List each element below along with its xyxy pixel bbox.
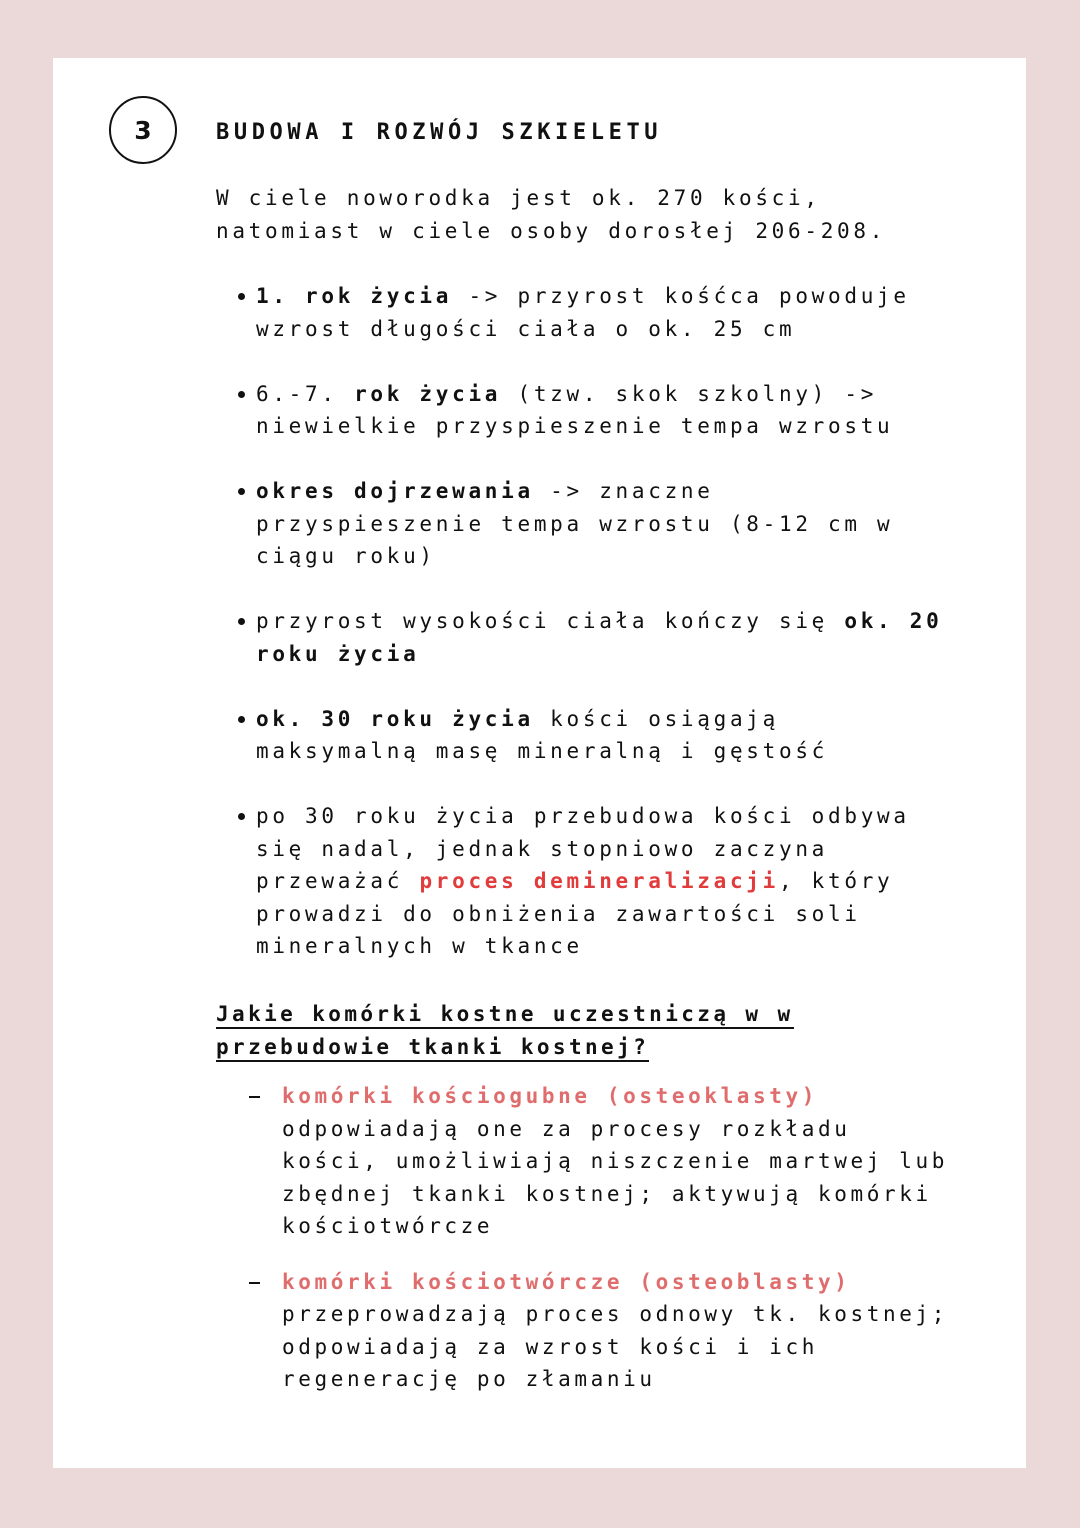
development-stages-list [236, 280, 996, 995]
text-segment: zbędnej tkanki kostnej; aktywują komórki [282, 1181, 932, 1206]
text-segment: prowadzi do obniżenia zawartości soli [256, 901, 861, 926]
emphasized-text: komórki kościotwórcze (osteoblasty) [282, 1269, 851, 1294]
text-segment: kościotwórcze [282, 1214, 494, 1238]
question-line: Jakie komórki kostne uczestniczą w w [216, 1002, 794, 1029]
text-segment: maksymalną masę mineralną i gęstość [256, 739, 829, 763]
text-segment: odpowiadają one za procesy rozkładu [282, 1116, 851, 1141]
text-segment: przyspieszenie tempa wzrostu (8-12 cm w [256, 511, 894, 536]
text-segment: -> znaczne [533, 479, 714, 503]
text-line [256, 898, 996, 931]
text-segment: -> przyrost kośćca powoduje [452, 284, 910, 308]
text-line [256, 508, 996, 541]
text-line [256, 313, 996, 346]
emphasized-text: rok życia [354, 381, 502, 406]
list-item [236, 378, 996, 443]
text-segment: kości, umożliwiają niszczenie martwej lub [282, 1149, 948, 1173]
bullet-icon [238, 813, 245, 820]
bullet-icon [238, 391, 245, 398]
question-line: przebudowie tkanki kostnej? [216, 1035, 649, 1062]
text-line [256, 280, 996, 313]
text-segment: się nadal, jednak stopniowo zaczyna [256, 836, 829, 861]
text-line [282, 1080, 1009, 1113]
emphasized-text: okres dojrzewania [256, 479, 534, 503]
text-line [256, 378, 996, 411]
text-segment: mineralnych w tkance [256, 934, 583, 958]
text-segment: 6.-7. [256, 381, 355, 406]
dash-icon [249, 1282, 260, 1284]
emphasized-text: ok. 20 [844, 609, 943, 633]
text-segment: przeważać [256, 869, 420, 893]
text-line [256, 605, 996, 638]
text-segment: odpowiadają za wzrost kości i ich [282, 1334, 819, 1359]
text-segment: niewielkie przyspieszenie tempa wzrostu [256, 414, 894, 438]
text-line [256, 930, 996, 963]
bullet-icon [238, 293, 245, 300]
text-segment: wzrost długości ciała o ok. 25 cm [256, 316, 796, 341]
section-number-badge [109, 96, 177, 164]
text-line [256, 735, 996, 768]
intro-line: W ciele noworodka jest ok. 270 kości, [216, 186, 821, 210]
text-line [282, 1145, 1009, 1178]
emphasized-text: proces demineralizacji [419, 869, 779, 893]
intro-line: natomiast w ciele osoby dorosłej 206-208. [216, 219, 887, 243]
text-line [282, 1298, 1009, 1331]
emphasized-text: ok. 30 roku życia [256, 706, 534, 731]
list-item [249, 1266, 1009, 1396]
text-segment: regenerację po złamaniu [282, 1367, 656, 1391]
list-item [236, 800, 996, 963]
text-line [256, 410, 996, 443]
text-line [256, 865, 996, 898]
section-number: 3 [134, 115, 152, 145]
dash-icon [249, 1096, 260, 1098]
text-segment: ciągu roku) [256, 544, 436, 568]
text-segment: po 30 roku życia przebudowa kości odbywa [256, 804, 910, 828]
bullet-icon [238, 618, 245, 625]
text-segment: przyrost wysokości ciała kończy się [256, 609, 845, 633]
text-line [256, 475, 996, 508]
emphasized-text: roku życia [256, 641, 420, 666]
text-line [256, 703, 996, 736]
text-line [282, 1178, 1009, 1211]
text-line [282, 1331, 1009, 1364]
text-line [282, 1113, 1009, 1146]
question-heading [216, 998, 794, 1064]
text-segment: kości osiągają [533, 706, 779, 731]
bone-cells-list [249, 1080, 1009, 1419]
page-title: BUDOWA I ROZWÓJ SZKIELETU [216, 120, 663, 145]
list-item [236, 703, 996, 768]
note-page [53, 58, 1026, 1468]
list-item [236, 280, 996, 345]
list-item [236, 605, 996, 670]
bullet-icon [238, 716, 245, 723]
text-line [256, 638, 996, 671]
emphasized-text: 1. rok życia [256, 284, 453, 308]
text-line [282, 1210, 1009, 1243]
text-line [256, 800, 996, 833]
text-line [282, 1266, 1009, 1299]
text-segment: (tzw. skok szkolny) -> [501, 381, 878, 406]
text-line [256, 540, 996, 573]
intro-paragraph [216, 182, 886, 248]
emphasized-text: komórki kościogubne (osteoklasty) [282, 1084, 819, 1108]
text-segment: przeprowadzają proces odnowy tk. kostnej; [282, 1302, 948, 1326]
text-line [256, 833, 996, 866]
text-line [282, 1363, 1009, 1396]
list-item [249, 1080, 1009, 1243]
bullet-icon [238, 488, 245, 495]
list-item [236, 475, 996, 573]
text-segment: , który [779, 869, 894, 893]
